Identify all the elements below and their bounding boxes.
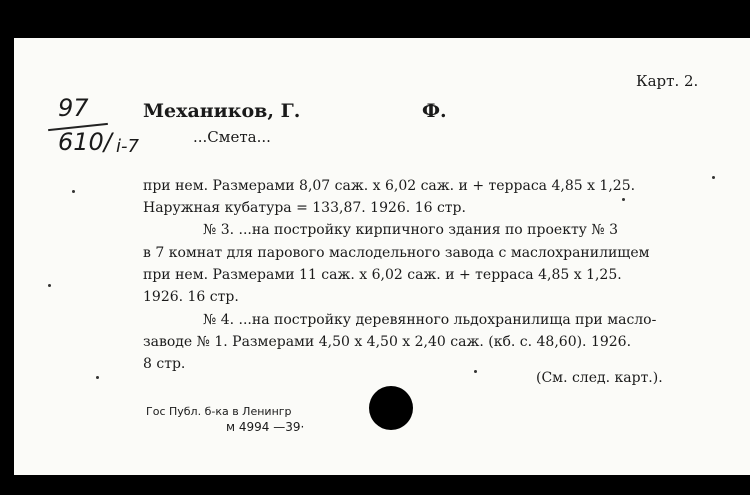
text-line-7: № 4. ...на постройку деревянного льдохранилища при масло- — [203, 312, 657, 328]
handwritten-bottom-number: 610/ — [58, 128, 112, 156]
section-letter: Ф. — [422, 100, 447, 122]
text-line-9: 8 стр. — [143, 356, 186, 372]
text-line-5: при нем. Размерами 11 саж. х 6,02 саж. и + терраса 4,85 х 1,25. — [143, 267, 622, 283]
speck — [712, 176, 715, 179]
text-line-4: в 7 комнат для парового маслодельного завода с маслохранилищем — [143, 245, 650, 261]
speck — [96, 376, 99, 379]
speck — [48, 284, 51, 287]
text-line-8: заводе № 1. Размерами 4,50 х 4,50 х 2,40 саж. (кб. с. 48,60). 1926. — [143, 334, 632, 350]
document-title: ...Смета... — [193, 128, 271, 146]
library-stamp-line-1: Гос Публ. б-ка в Ленингр — [146, 405, 292, 418]
punch-hole — [369, 386, 413, 430]
text-line-1: при нем. Размерами 8,07 саж. х 6,02 саж. и + терраса 4,85 х 1,25. — [143, 178, 636, 194]
text-line-2: Наружная кубатура = 133,87. 1926. 16 стр. — [143, 200, 466, 216]
speck — [474, 370, 477, 373]
handwritten-suffix: i-7 — [116, 136, 139, 157]
card-number: Карт. 2. — [636, 72, 699, 90]
text-line-6: 1926. 16 стр. — [143, 289, 239, 305]
see-next-card-note: (См. след. карт.). — [536, 370, 663, 386]
speck — [72, 190, 75, 193]
library-stamp-line-2: м 4994 —39· — [226, 420, 305, 434]
speck — [622, 198, 625, 201]
text-line-3: № 3. ...на постройку кирпичного здания по проекту № 3 — [203, 222, 618, 238]
handwritten-top-number: 97 — [58, 94, 89, 122]
author-heading: Механиков, Г. — [143, 100, 301, 122]
